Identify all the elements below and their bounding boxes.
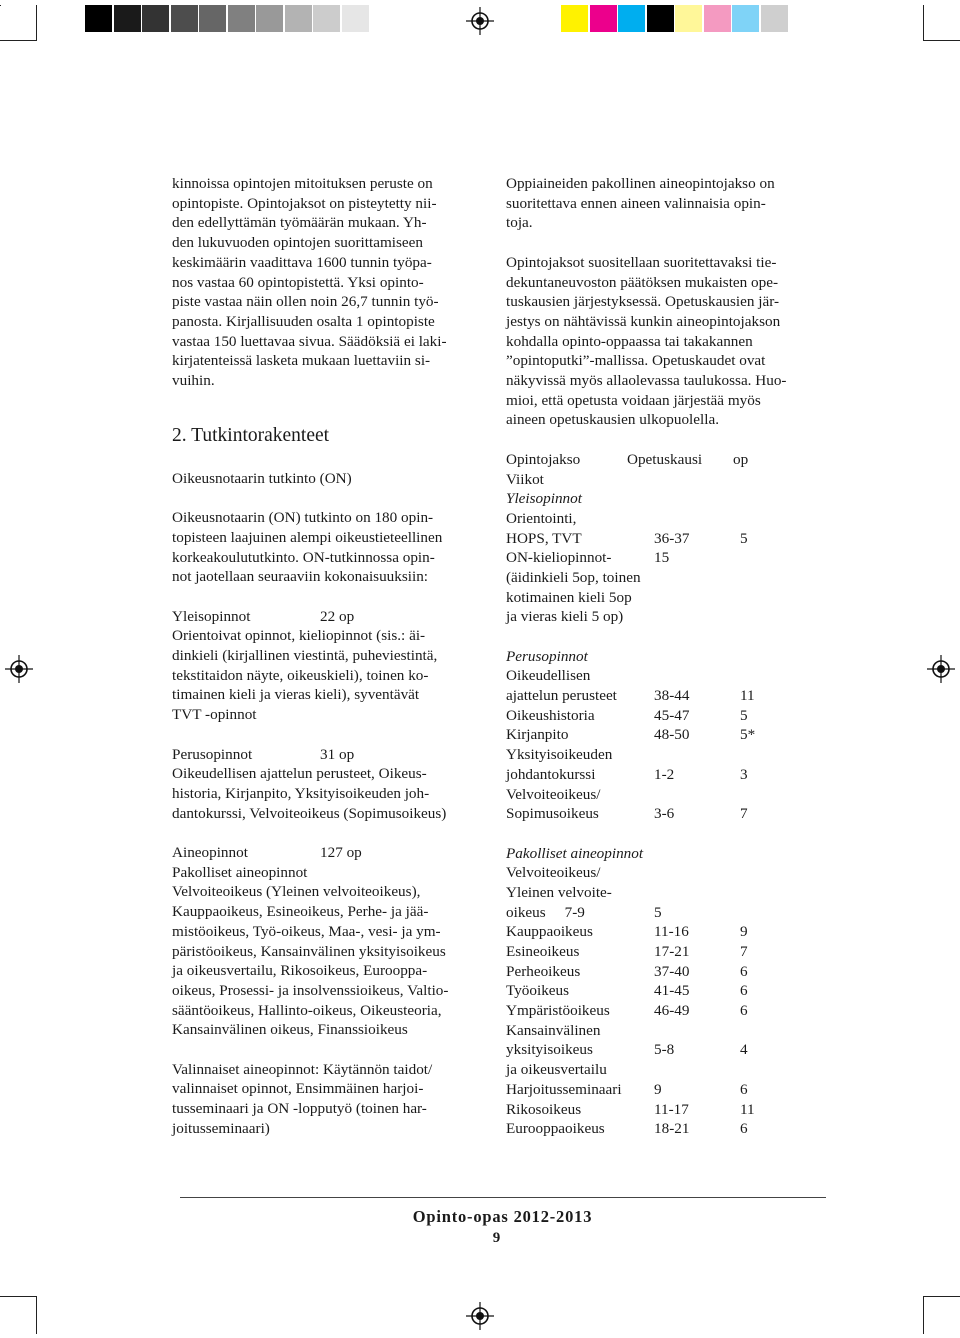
text-line: Opintojaksot suositellaan suoritettavaksi tie- (506, 253, 777, 271)
table-row (506, 745, 824, 765)
cell-period (654, 509, 740, 529)
table-row (506, 922, 824, 942)
cell-period: 5-8 (654, 1041, 675, 1059)
text-line: suoritettava ennen aineen valinnaisia opin- (506, 194, 766, 212)
crop-mark-top-right (924, 40, 960, 41)
text-line: valinnaiset opinnot, Ensimmäinen harjoi- (172, 1080, 424, 1098)
cell-name: Rikosoikeus (506, 1100, 582, 1118)
text-line: jestys on nähtävissä kunkin aineopintojakson (506, 312, 781, 330)
table-row (506, 686, 824, 706)
text-line: opintopiste. Opintojaksot on pisteytetty nii- (172, 194, 437, 212)
text-line: kinnoissa opintojen mitoituksen peruste on (172, 175, 433, 192)
cell-credits: 6 (740, 1120, 748, 1138)
text-line: dekuntaneuvoston päätöksen mukaisten ope- (506, 273, 779, 291)
footer-rule (180, 1197, 826, 1198)
cell-credits (740, 588, 800, 608)
text-line: mistöoikeus, Työ-oikeus, Maa-, vesi- ja ym- (172, 922, 441, 940)
text-line: ”opintoputki”-mallissa. Opetuskaudet ovat (506, 352, 766, 370)
table-row (506, 1021, 824, 1041)
cell-name: ajattelun perusteet (506, 687, 617, 705)
grayscale-color-bar (85, 5, 370, 32)
text-line: panosta. Kirjallisuuden osalta 1 opintopiste (172, 312, 435, 330)
crop-mark-top-right-v (923, 5, 924, 41)
color-swatch (761, 5, 788, 32)
cell-period: 17-21 (654, 943, 690, 960)
color-swatch (675, 5, 702, 32)
crop-mark-bottom-right (924, 1296, 960, 1297)
cell-name: Velvoiteoikeus/ (506, 785, 601, 803)
cell-credits: 3 (740, 765, 748, 783)
footer-title: Opinto-opas 2012-2013 (412, 1207, 593, 1226)
left-column (172, 174, 480, 1139)
table-row (506, 942, 824, 962)
text-line: dantokurssi, Velvoiteoikeus (Sopimusoikeus) (172, 804, 447, 822)
crop-mark-bottom-right-v (923, 1296, 924, 1334)
cell-name: Kauppaoikeus (506, 923, 593, 941)
registration-mark-right-icon (927, 655, 955, 683)
cell-period: 11-17 (654, 1100, 689, 1118)
color-swatch (704, 5, 731, 32)
color-swatch (228, 5, 255, 32)
text-line: sääntöoikeus, Hallinto-oikeus, Oikeusteoria, (172, 1001, 442, 1019)
cell-period: 37-40 (654, 962, 690, 980)
cell-period: 5 (654, 903, 662, 921)
header-weeks-row (506, 470, 824, 490)
general-studies-summary (172, 607, 480, 627)
section-heading: 2. Tutkintorakenteet (172, 424, 330, 446)
registration-mark-bottom-icon (466, 1302, 494, 1330)
color-swatch (171, 5, 198, 32)
text-line: Orientoivat opinnot, kieliopinnot (sis.: äi- (172, 627, 426, 645)
cell-credits: 11 (740, 1100, 755, 1118)
basic-studies-description (172, 764, 480, 823)
cell-credits: 5 (740, 706, 748, 724)
table-row (506, 529, 824, 549)
cell-credits (740, 785, 800, 805)
cell-name: Työoikeus (506, 982, 570, 1000)
cell-name: yksityisoikeus (506, 1041, 593, 1059)
text-line: vuihin. (172, 372, 215, 390)
cell-credits: 6 (740, 962, 748, 980)
color-swatch (590, 5, 617, 32)
cell-name: ON-kieliopinnot- (506, 549, 612, 567)
text-line: topisteen laajuinen alempi oikeustieteellinen (172, 528, 443, 546)
registration-mark-top-icon (466, 7, 494, 35)
cell-name: ja oikeusvertailu (506, 1061, 607, 1079)
table-row (506, 1001, 824, 1021)
basic-section-title: Perusopinnot (506, 647, 588, 665)
table-row (506, 903, 824, 923)
general-studies-description (172, 626, 480, 725)
cell-period (654, 863, 740, 883)
text-line: aineen opetuskausien ulkopuolella. (506, 411, 719, 429)
basic-section-rows (506, 666, 824, 824)
table-row (506, 863, 824, 883)
cell-credits (740, 509, 800, 529)
cell-credits (740, 863, 800, 883)
text-line: TVT -opinnot (172, 706, 257, 724)
cell-credits (740, 1060, 800, 1080)
text-line: den edellyttämän työmäärän mukaan. Yh- (172, 214, 427, 232)
cell-name: Kansainvälinen (506, 1021, 601, 1039)
cell-name: Yleinen velvoite- (506, 883, 612, 901)
crop-mark-top-left-inner (0, 5, 1, 6)
elective-studies-paragraph (172, 1060, 480, 1139)
color-swatch (618, 5, 645, 32)
text-line: tekstitaidon näyte, oikeuskieli), toinen ko- (172, 666, 429, 684)
cell-credits: 6 (740, 1002, 748, 1020)
cell-name: Oikeudellisen (506, 667, 591, 685)
subject-studies-credits: 127 op (320, 844, 362, 862)
text-line: oikeus, Prosessi- ja insolvenssioikeus, Valtio- (172, 981, 449, 999)
cell-credits (740, 666, 800, 686)
registration-mark-left-icon (5, 655, 33, 683)
cell-credits: 9 (740, 923, 748, 941)
cell-period: 48-50 (654, 726, 690, 744)
cell-name: Perheoikeus (506, 962, 581, 980)
general-section-title: Yleisopinnot (506, 490, 582, 508)
table-row (506, 1100, 824, 1120)
text-line: Valinnaiset aineopinnot: Käytännön taidot/ (172, 1060, 433, 1078)
text-line: tuskausien järjestyksessä. Opetuskausien jär- (506, 293, 780, 311)
cell-name: Esineoikeus (506, 943, 580, 960)
cell-credits (740, 883, 800, 903)
table-row (506, 804, 824, 824)
cell-period (654, 1021, 740, 1041)
text-line: den lukuvuoden opintojen suorittamiseen (172, 234, 423, 252)
table-row (506, 725, 824, 745)
header-weeks: Viikot (506, 470, 544, 488)
color-swatch (142, 5, 169, 32)
cell-period: 3-6 (654, 805, 675, 823)
prerequisite-paragraph (506, 174, 824, 233)
cell-name: Sopimusoikeus (506, 805, 599, 823)
table-row (506, 1060, 824, 1080)
right-column (506, 174, 824, 1139)
cmyk-color-bar (561, 5, 789, 32)
degree-description (172, 508, 480, 587)
text-line: Oikeudellisen ajattelun perusteet, Oikeus- (172, 765, 427, 783)
intro-paragraph (172, 174, 480, 391)
color-swatch (561, 5, 588, 32)
cell-credits: 11 (740, 687, 755, 705)
text-line: päristöoikeus, Kansainvälinen yksityisoikeus (172, 942, 446, 960)
text-line: kohdalla opinto-oppaassa tai takakannen (506, 332, 753, 350)
crop-mark-bottom-left-v (36, 1296, 37, 1334)
cell-name: Eurooppaoikeus (506, 1120, 605, 1138)
color-swatch (285, 5, 312, 32)
cell-name: Kirjanpito (506, 726, 569, 744)
text-line: dinkieli (kirjallinen viestintä, puheviestintä, (172, 647, 438, 665)
cell-name: Orientointi, (506, 509, 577, 527)
color-swatch (256, 5, 283, 32)
table-row (506, 588, 824, 608)
cell-name: (äidinkieli 5op, toinen (506, 568, 641, 586)
cell-name: Velvoiteoikeus/ (506, 864, 601, 882)
cell-credits: 4 (740, 1041, 748, 1059)
cell-period: 11-16 (654, 923, 689, 941)
cell-credits: 7 (740, 805, 748, 823)
text-line: toja. (506, 214, 533, 232)
text-line: Pakolliset aineopinnot (172, 863, 308, 881)
text-line: keskimäärin vaadittava 1600 tunnin työpa- (172, 253, 432, 271)
text-line: korkeakoulututkinto. ON-tutkinnossa opin- (172, 548, 435, 566)
cell-period (654, 666, 740, 686)
cell-period: 1-2 (654, 765, 675, 783)
table-row (506, 548, 824, 568)
subject-studies-label: Aineopinnot (172, 844, 248, 862)
header-credits: op (733, 450, 749, 468)
header-course: Opintojakso (506, 450, 581, 468)
cell-credits (740, 903, 800, 923)
text-line: Velvoiteoikeus (Yleinen velvoiteoikeus), (172, 883, 421, 901)
cell-period: 18-21 (654, 1120, 690, 1138)
table-row (506, 1080, 824, 1100)
cell-period (654, 883, 740, 903)
course-table-header (506, 450, 824, 470)
cell-period (654, 588, 740, 608)
table-row (506, 981, 824, 1001)
cell-credits: 6 (740, 1080, 748, 1098)
text-line: Oppiaineiden pakollinen aineopintojakso on (506, 175, 775, 192)
cell-period: 41-45 (654, 982, 690, 1000)
cell-name: ja vieras kieli 5 op) (506, 608, 624, 626)
cell-period: 9 (654, 1080, 662, 1098)
color-swatch (342, 5, 369, 32)
cell-period (654, 785, 740, 805)
cell-period: 46-49 (654, 1002, 690, 1020)
color-swatch (313, 5, 340, 32)
cell-period: 38-44 (654, 687, 690, 705)
cell-credits (740, 568, 800, 588)
subject-section-rows (506, 863, 824, 1139)
cell-credits (740, 1021, 800, 1041)
table-row (506, 607, 824, 627)
text-line: nos vastaa 60 opintopistettä. Yksi opinto- (172, 273, 424, 291)
text-line: historia, Kirjanpito, Yksityisoikeuden joh- (172, 784, 430, 802)
subject-section-title: Pakolliset aineopinnot (506, 844, 644, 862)
degree-subheading: Oikeusnotaarin tutkinto (ON) (172, 469, 352, 487)
table-row (506, 568, 824, 588)
text-line: ja oikeusvertailu, Rikosoikeus, Eurooppa- (172, 962, 428, 980)
text-line: not jaotellaan seuraaviin kokonaisuuksiin: (172, 568, 429, 586)
text-line: vastaa 150 luettavaa sivua. Säädöksiä ei laki- (172, 332, 447, 350)
crop-mark-bottom-left (0, 1296, 36, 1297)
cell-credits: 7 (740, 943, 748, 960)
table-row (506, 765, 824, 785)
cell-period (654, 745, 740, 765)
cell-name: johdantokurssi (506, 765, 596, 783)
cell-credits: 6 (740, 982, 748, 1000)
subject-studies-description (172, 863, 480, 1040)
table-row (506, 706, 824, 726)
schedule-paragraph (506, 253, 824, 430)
general-studies-credits: 22 op (320, 607, 355, 625)
subject-studies-summary (172, 843, 480, 863)
cell-period: 15 (654, 549, 670, 567)
page-number: 9 (492, 1230, 501, 1246)
table-row (506, 883, 824, 903)
crop-mark-top-left (0, 40, 36, 41)
color-swatch (114, 5, 141, 32)
cell-credits (740, 548, 800, 568)
table-row (506, 1040, 824, 1060)
general-section-rows (506, 509, 824, 627)
cell-name: HOPS, TVT (506, 529, 582, 547)
table-row (506, 666, 824, 686)
cell-period: 36-37 (654, 529, 690, 547)
cell-name: Oikeushistoria (506, 706, 595, 724)
text-line: tusseminaari ja ON -lopputyö (toinen har- (172, 1100, 427, 1118)
text-line: timainen kieli ja vieras kieli), syventävät (172, 686, 420, 704)
text-line: joitusseminaari) (172, 1119, 270, 1137)
color-swatch (85, 5, 112, 32)
text-line: Oikeusnotaarin (ON) tutkinto on 180 opin- (172, 509, 434, 527)
text-line: kirjatenteissä lasketa mukaan luettaviin si- (172, 352, 431, 370)
header-period: Opetuskausi (627, 450, 703, 468)
cell-period (654, 1060, 740, 1080)
color-swatch (647, 5, 674, 32)
table-row (506, 1119, 824, 1139)
table-row (506, 962, 824, 982)
table-row (506, 509, 824, 529)
cell-period (654, 568, 740, 588)
color-swatch (199, 5, 226, 32)
cell-name: Harjoitusseminaari (506, 1080, 622, 1098)
cell-name: Yksityisoikeuden (506, 746, 613, 764)
crop-mark-top-left-v (36, 5, 37, 41)
general-studies-label: Yleisopinnot (172, 607, 251, 625)
basic-studies-credits: 31 op (320, 745, 355, 763)
cell-name: oikeus 7-9 (506, 903, 585, 921)
table-row (506, 785, 824, 805)
cell-period: 45-47 (654, 706, 690, 724)
cell-credits (740, 745, 800, 765)
basic-studies-summary (172, 745, 480, 765)
color-swatch (732, 5, 759, 32)
text-line: näkyvissä myös allaolevassa taulukossa. Huo- (506, 372, 787, 390)
text-line: piste vastaa näin ollen noin 26,7 tunnin työ- (172, 293, 439, 311)
text-line: Kansainvälinen oikeus, Finanssioikeus (172, 1021, 408, 1039)
basic-studies-label: Perusopinnot (172, 745, 253, 763)
cell-credits: 5 (740, 529, 748, 547)
cell-period (654, 607, 740, 627)
text-line: Kauppaoikeus, Esineoikeus, Perhe- ja jää- (172, 903, 429, 921)
cell-name: Ympäristöoikeus (506, 1002, 610, 1020)
cell-name: kotimainen kieli 5op (506, 588, 632, 606)
cell-credits: 5* (740, 726, 756, 744)
cell-credits (740, 607, 800, 627)
text-line: mioi, että opetusta voidaan järjestää myös (506, 391, 761, 409)
